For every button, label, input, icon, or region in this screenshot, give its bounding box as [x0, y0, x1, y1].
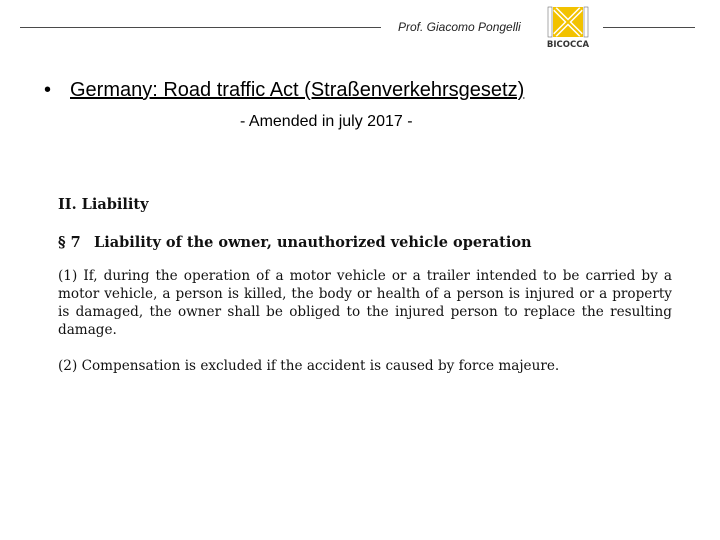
slide-heading: Germany: Road traffic Act (Straßenverkehrsgesetz) — [70, 79, 525, 101]
law-excerpt — [58, 196, 672, 393]
slide-heading-line — [44, 79, 704, 102]
header-rule-right — [603, 27, 695, 28]
paragraph-title: Liability of the owner, unauthorized vehicle operation — [94, 234, 532, 251]
author-name: Prof. Giacomo Pongelli — [398, 20, 521, 34]
clause-1: (1) If, during the operation of a motor vehicle or a trailer intended to be carried by a motor vehicle, a person is killed, the body or health of a person is injured or a property is damaged, the owner shall be obliged to the injured person to replace the resulting damage. — [58, 268, 672, 338]
university-logo — [545, 4, 591, 50]
header-rule-left — [20, 27, 381, 28]
bullet-marker: • — [44, 79, 52, 101]
section-title: II. Liability — [58, 196, 149, 213]
paragraph-heading — [58, 234, 672, 251]
clause-2: (2) Compensation is excluded if the accident is caused by force majeure. — [58, 358, 560, 374]
logo-text-bottom: BICOCCA — [546, 40, 590, 50]
slide-subheading: - Amended in july 2017 - — [240, 113, 413, 130]
paragraph-number: § 7 — [58, 234, 81, 251]
